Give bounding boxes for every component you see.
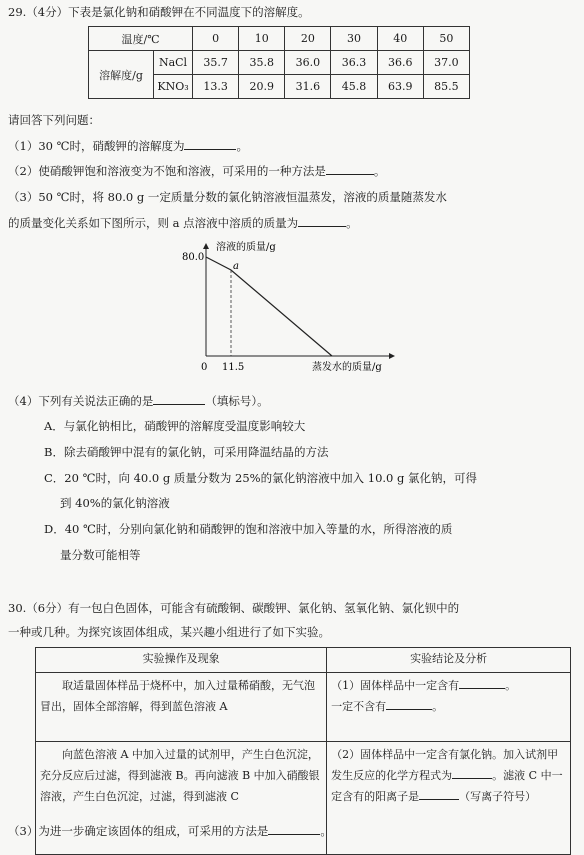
conclusion-line [331, 696, 566, 717]
x-axis-label: 蒸发水的质量/g [312, 362, 382, 373]
q29-part1-text: （1）30 ℃时，硝酸钾的溶解度为 [8, 139, 185, 153]
option-c-line2: 到 40%的氯化钠溶液 [60, 496, 170, 510]
option-d-line2: 量分数可能相等 [60, 548, 141, 562]
origin-label: 0 [201, 362, 208, 373]
table-row [36, 648, 571, 673]
answer-blank[interactable] [386, 697, 432, 710]
option-b: B．除去硝酸钾中混有的氯化钠，可采用降温结晶的方法 [44, 445, 329, 459]
table-row [89, 27, 470, 51]
answer-blank[interactable] [326, 162, 374, 175]
period: 。 [320, 824, 332, 838]
temp-cell: 30 [331, 27, 377, 51]
answer-blank[interactable] [268, 822, 320, 835]
conclusion-note: （写离子符号） [459, 790, 537, 803]
value-cell: 36.0 [285, 51, 331, 75]
temp-cell: 0 [193, 27, 239, 51]
q29-part3-text: 的质量变化关系如下图所示，则 a 点溶液中溶质的质量为 [8, 216, 299, 230]
conclusion-line [331, 675, 566, 696]
option-c-line1: C．20 ℃时，向 40.0 g 质量分数为 25%的氯化钠溶液中加入 10.0 g 氯化钠，可得 [44, 471, 478, 485]
answer-blank[interactable] [298, 214, 346, 227]
table-row [36, 673, 571, 742]
answer-blank[interactable] [153, 392, 205, 405]
q30-part3-text: （3）为进一步确定该固体的组成，可采用的方法是 [8, 824, 269, 838]
y-axis-label: 溶液的质量/g [216, 242, 276, 253]
period: 。 [432, 700, 444, 713]
column-header: 实验操作及现象 [36, 648, 327, 673]
conclusion-cell [327, 742, 571, 855]
evaporation-graph [180, 238, 410, 386]
conclusion-text: 一定不含有 [331, 700, 387, 713]
temp-cell: 20 [285, 27, 331, 51]
q29-header: 29.（4分）下表是氯化钠和硝酸钾在不同温度下的溶解度。 [8, 5, 310, 19]
value-cell: 20.9 [239, 75, 285, 99]
q29-part4 [8, 392, 269, 409]
x-tick-label: 11.5 [222, 362, 245, 373]
mass-curve [206, 257, 332, 356]
substance-cell: NaCl [154, 51, 193, 75]
y-tick-label: 80.0 [182, 252, 205, 263]
operation-cell: 取适量固体样品于烧杯中，加入过量稀硝酸，无气泡冒出，固体全部溶解，得到蓝色溶液 A [36, 673, 327, 742]
conclusion-text: 。滤液 C 中一定含有的阳离子是 [331, 769, 563, 803]
value-cell: 45.8 [331, 75, 377, 99]
q29-prompt: 请回答下列问题： [8, 113, 100, 127]
value-cell: 35.7 [193, 51, 239, 75]
temp-cell: 10 [239, 27, 285, 51]
q29-part2-text: （2）使硝酸钾饱和溶液变为不饱和溶液，可采用的一种方法是 [8, 164, 326, 178]
solubility-table [88, 26, 470, 99]
conclusion-text: （2）固体样品中一定含有氯化钠。加入试剂甲发生反应的化学方程式为 [331, 748, 559, 782]
option-a: A．与氯化钠相比，硝酸钾的溶解度受温度影响较大 [44, 419, 306, 433]
q29-part3-line1: （3）50 ℃时，将 80.0 g 一定质量分数的氯化钠溶液恒温蒸发，溶液的质量随蒸发水 [8, 190, 447, 204]
value-cell: 36.3 [331, 51, 377, 75]
substance-cell: KNO₃ [154, 75, 193, 99]
period: 。 [346, 216, 358, 230]
q29-part1 [8, 137, 248, 154]
temp-label: 温度/℃ [89, 27, 193, 51]
q29-part4-suffix: （填标号）。 [205, 394, 269, 408]
answer-blank[interactable] [452, 766, 492, 779]
value-cell: 35.8 [239, 51, 285, 75]
value-cell: 85.5 [423, 75, 469, 99]
q29-part2 [8, 162, 385, 179]
temp-cell: 50 [423, 27, 469, 51]
column-header: 实验结论及分析 [327, 648, 571, 673]
value-cell: 37.0 [423, 51, 469, 75]
value-cell: 63.9 [377, 75, 423, 99]
period: 。 [236, 139, 248, 153]
conclusion-cell [327, 673, 571, 742]
q30-header-line2: 一种或几种。为探究该固体组成，某兴趣小组进行了如下实验。 [8, 625, 330, 639]
answer-blank[interactable] [459, 676, 505, 689]
q29-part4-text: （4）下列有关说法正确的是 [8, 394, 154, 408]
table-row [89, 51, 470, 75]
solubility-label: 溶解度/g [89, 51, 154, 99]
operation-cell: 向蓝色溶液 A 中加入过量的试剂甲，产生白色沉淀，充分反应后过滤，得到滤液 B。再向滤液 B 中加入硝酸银溶液，产生白色沉淀，过滤，得到滤液 C [36, 742, 327, 855]
value-cell: 36.6 [377, 51, 423, 75]
q30-header-line1: 30.（6分）有一包白色固体，可能含有硫酸铜、碳酸钾、氯化钠、氢氧化钠、氯化钡中的 [8, 601, 460, 615]
period: 。 [373, 164, 386, 178]
conclusion-text: （1）固体样品中一定含有 [331, 679, 460, 692]
period: 。 [505, 679, 517, 692]
temp-cell: 40 [377, 27, 423, 51]
answer-blank[interactable] [419, 787, 459, 800]
q30-part3 [8, 822, 332, 839]
point-a-label: a [233, 261, 239, 272]
option-d-line1: D．40 ℃时，分别向氯化钠和硝酸钾的饱和溶液中加入等量的水，所得溶液的质 [44, 522, 453, 536]
value-cell: 13.3 [193, 75, 239, 99]
q29-part3-line2 [8, 214, 358, 231]
answer-blank[interactable] [184, 137, 236, 150]
value-cell: 31.6 [285, 75, 331, 99]
